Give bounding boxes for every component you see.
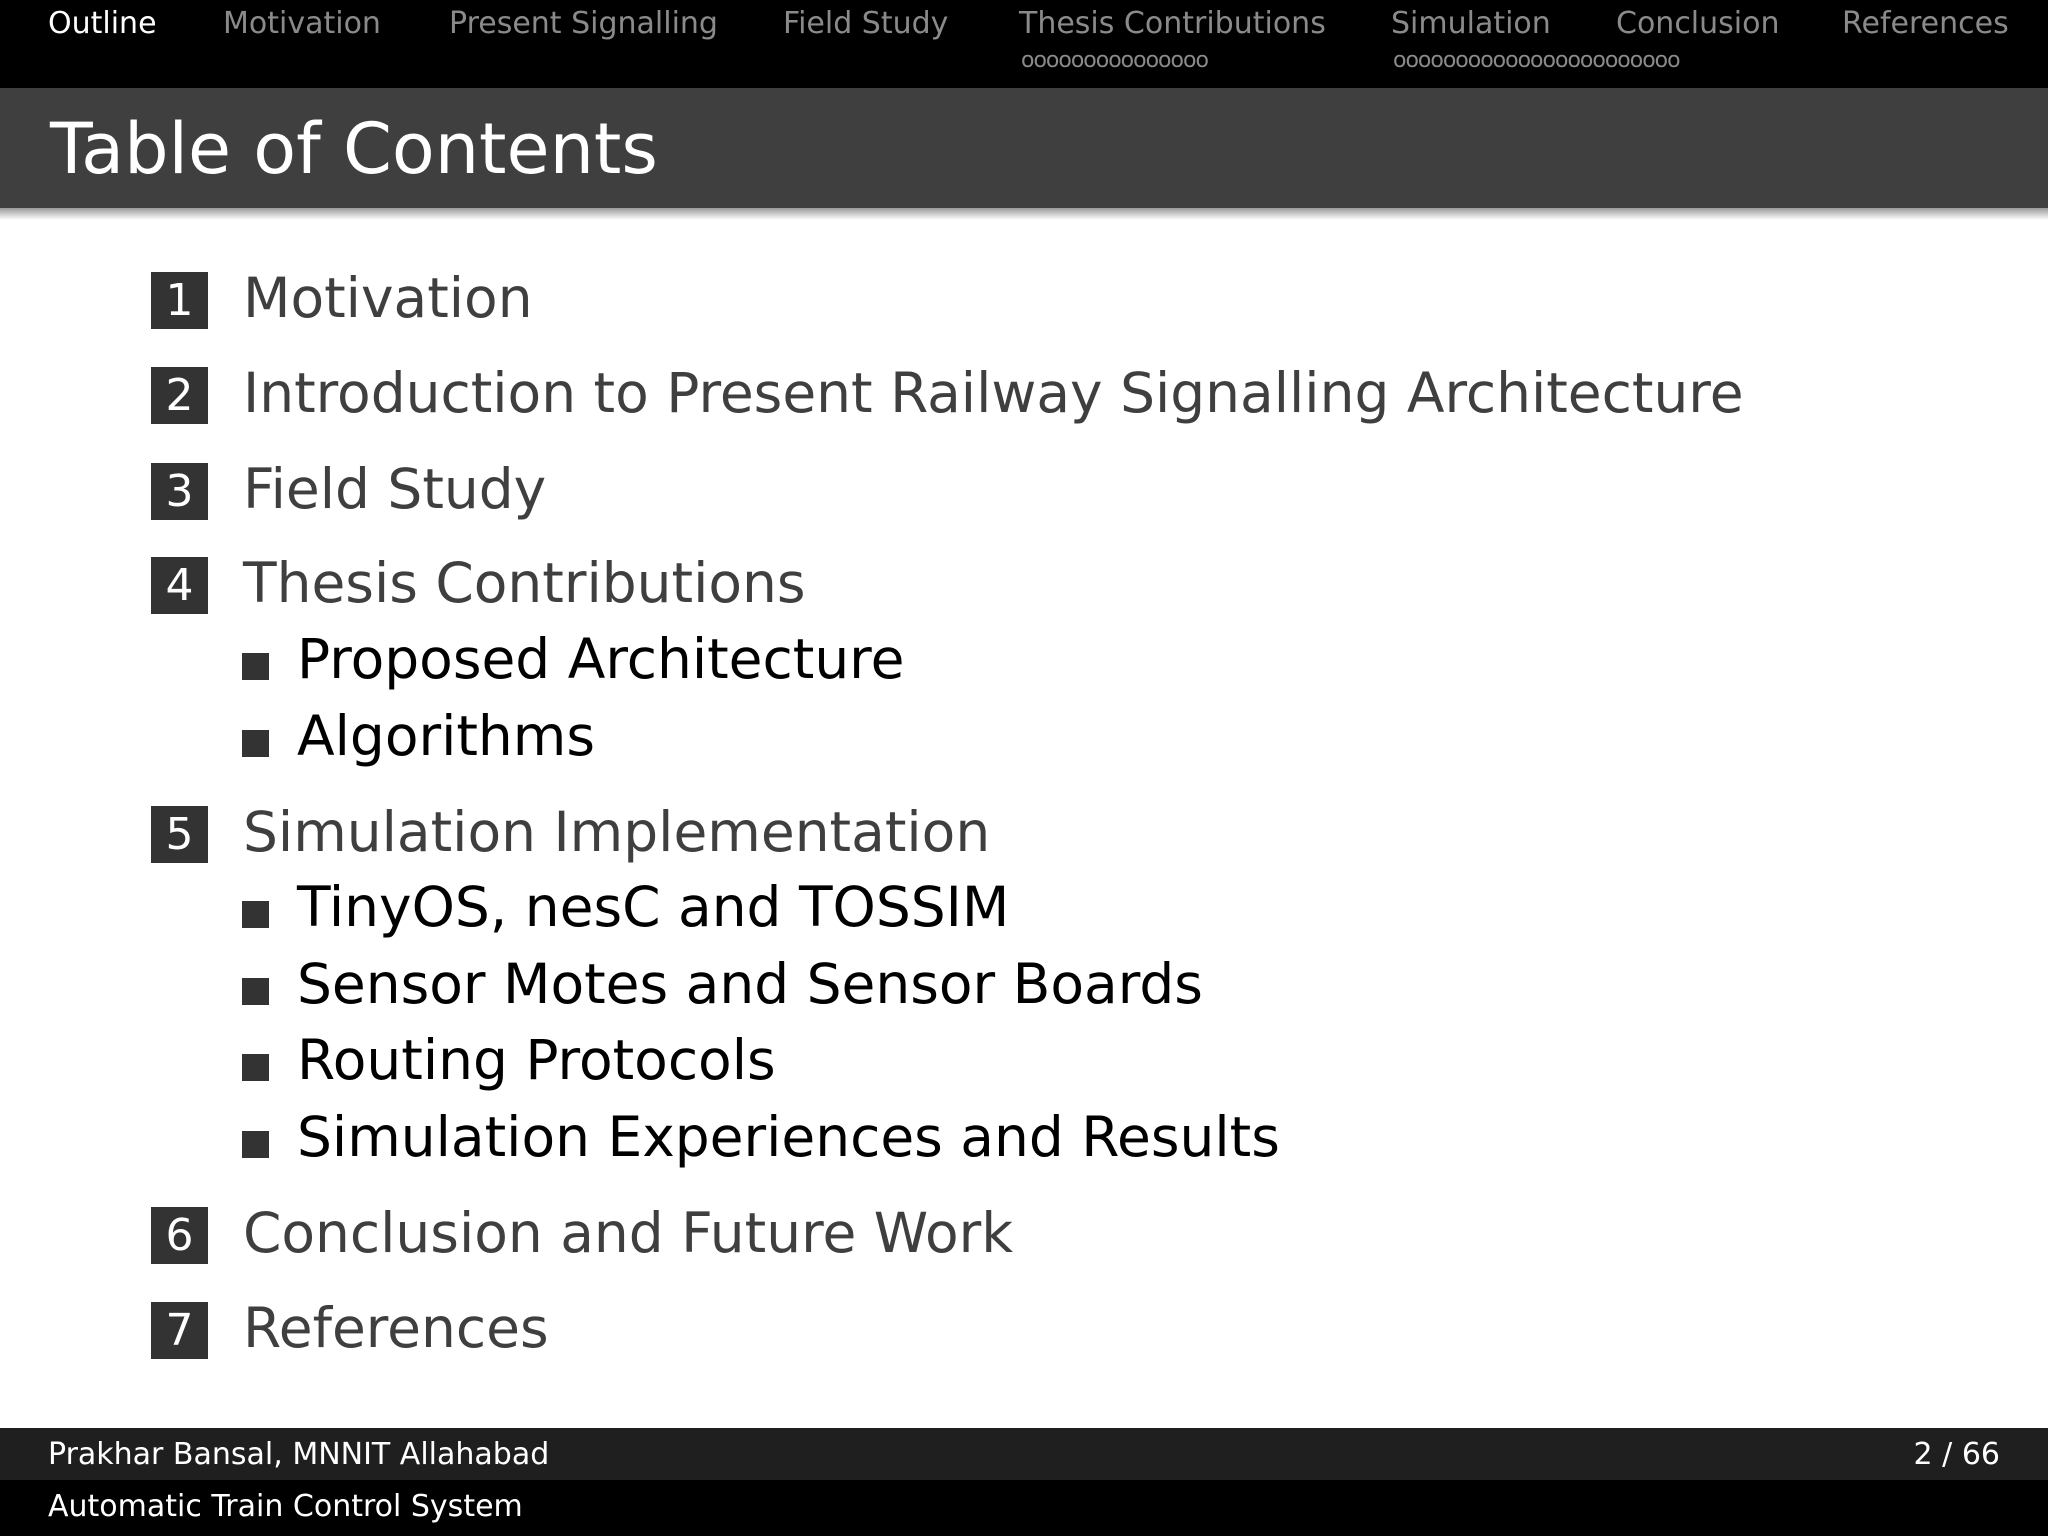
page-number: 2 / 66 — [1913, 1437, 2000, 1472]
section-label: Simulation Implementation — [243, 800, 991, 864]
section-number-badge: 4 — [151, 557, 208, 614]
section-label: Thesis Contributions — [243, 551, 806, 615]
nav-item-references[interactable]: References — [1842, 6, 2009, 41]
section-label: Field Study — [243, 457, 547, 521]
nav-item-motivation[interactable]: Motivation — [223, 6, 381, 41]
square-bullet-icon — [242, 1131, 269, 1158]
nav-item-conclusion[interactable]: Conclusion — [1616, 6, 1780, 41]
section-number-badge: 3 — [151, 463, 208, 520]
section-label: Conclusion and Future Work — [243, 1201, 1014, 1265]
footer-author: Prakhar Bansal, MNNIT Allahabad — [48, 1437, 550, 1472]
subsection-label: TinyOS, nesC and TOSSIM — [297, 875, 1010, 939]
section-number-badge: 5 — [151, 806, 208, 863]
section-number-badge: 2 — [151, 367, 208, 424]
square-bullet-icon — [242, 1054, 269, 1081]
square-bullet-icon — [242, 653, 269, 680]
section-number-badge: 6 — [151, 1207, 208, 1264]
nav-item-present-signalling[interactable]: Present Signalling — [449, 6, 718, 41]
square-bullet-icon — [242, 978, 269, 1005]
square-bullet-icon — [242, 901, 269, 928]
nav-item-outline[interactable]: Outline — [48, 6, 157, 41]
section-number-badge: 7 — [151, 1302, 208, 1359]
footer-title-bar — [0, 1480, 2048, 1536]
footer-author-bar — [0, 1428, 2048, 1480]
nav-frame-dots-simulation[interactable]: ooooooooooooooooooooooo — [1393, 48, 1680, 73]
section-label: References — [243, 1296, 549, 1360]
nav-item-field-study[interactable]: Field Study — [783, 6, 949, 41]
subsection-label: Sensor Motes and Sensor Boards — [297, 952, 1203, 1016]
square-bullet-icon — [242, 730, 269, 757]
footer-presentation-title: Automatic Train Control System — [48, 1489, 523, 1524]
subsection-label: Simulation Experiences and Results — [297, 1105, 1280, 1169]
subsection-label: Proposed Architecture — [297, 627, 905, 691]
section-label: Introduction to Present Railway Signalling Architecture — [243, 361, 1744, 425]
section-number-badge: 1 — [151, 272, 208, 329]
subsection-label: Routing Protocols — [297, 1028, 776, 1092]
subsection-label: Algorithms — [297, 704, 596, 768]
nav-item-thesis-contributions[interactable]: Thesis Contributions — [1019, 6, 1326, 41]
nav-item-simulation[interactable]: Simulation — [1391, 6, 1551, 41]
section-label: Motivation — [243, 266, 533, 330]
nav-frame-dots-thesis-contributions[interactable]: ooooooooooooooo — [1021, 48, 1208, 73]
page-title: Table of Contents — [50, 108, 658, 190]
